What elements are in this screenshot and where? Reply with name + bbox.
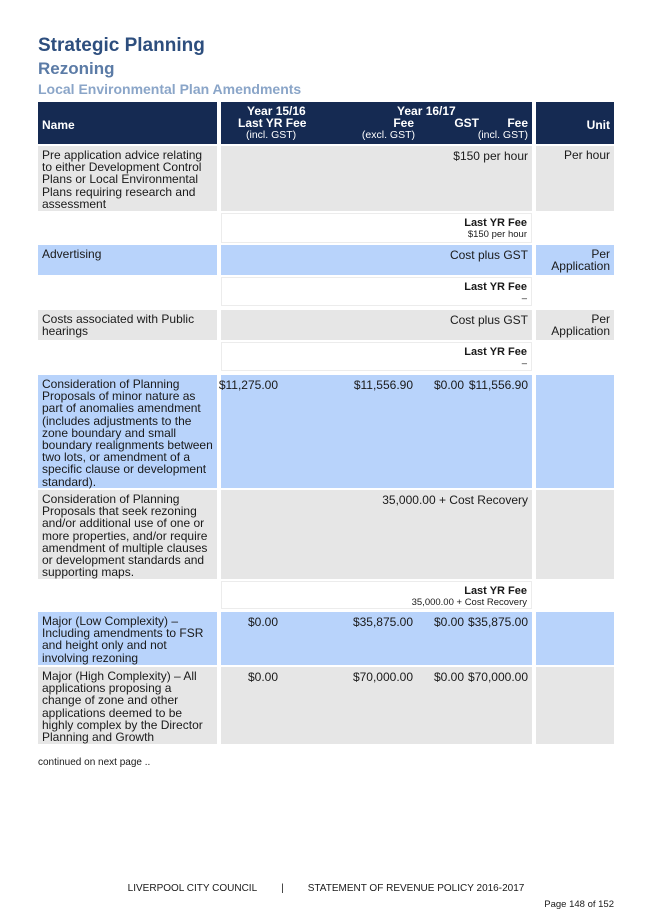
- header-incl-gst-curr: (incl. GST): [477, 129, 528, 141]
- last-yr-row: [38, 277, 614, 306]
- table-row: [38, 490, 614, 579]
- row-unit: Per Application: [551, 247, 610, 274]
- table-row: [38, 667, 614, 744]
- last-yr-row: [38, 342, 614, 371]
- last-yr-value: 35,000.00 + Cost Recovery: [411, 597, 527, 608]
- table-header: [38, 102, 614, 144]
- header-excl-gst: (excl. GST): [361, 129, 415, 141]
- row-name: Major (Low Complexity) – Including amendments to FSR and height only and not involving rezoning: [42, 614, 204, 665]
- header-fee-incl: Fee: [507, 116, 528, 130]
- row-name: Consideration of Planning Proposals of minor nature as part of anomalies amendment (includes adjustments to the zone boundary and small boundary realignments between two lots, or amendment of a specific clause or development standard).: [42, 377, 213, 489]
- table-row: [38, 375, 614, 488]
- row-fee-incl: $70,000.00: [467, 670, 528, 684]
- page-footer: [0, 883, 652, 894]
- row-fee-excl: $11,556.90: [353, 378, 413, 392]
- last-yr-title: Last YR Fee: [464, 281, 527, 293]
- row-fee-excl: $70,000.00: [352, 670, 413, 684]
- header-year-prev: Year 15/16: [247, 104, 306, 118]
- row-last-yr: $11,275.00: [218, 378, 278, 392]
- last-yr-row: [38, 581, 614, 609]
- row-name: Major (High Complexity) – All applications proposing a change of zone and other applications deemed to be highly complex by the Director Planning and Growth: [42, 669, 203, 745]
- row-unit: Per Application: [551, 312, 610, 339]
- page-subtitle: Rezoning: [38, 59, 115, 78]
- row-name: Pre application advice relating to either Development Control Plans or Local Environmental Plans requiring research and assessment: [42, 148, 203, 211]
- row-gst: $0.00: [433, 378, 464, 392]
- header-incl-gst-prev: (incl. GST): [246, 129, 297, 141]
- last-yr-row: [38, 213, 614, 243]
- page-number: Page 148 of 152: [544, 899, 614, 910]
- row-last-yr: $0.00: [247, 615, 278, 629]
- row-fee: 35,000.00 + Cost Recovery: [382, 493, 528, 507]
- header-year-curr: Year 16/17: [397, 104, 456, 118]
- last-yr-value: –: [521, 293, 527, 304]
- row-name: Costs associated with Public hearings: [42, 312, 195, 339]
- row-fee: Cost plus GST: [449, 248, 528, 262]
- row-unit: Per hour: [563, 148, 610, 162]
- section-title: Local Environmental Plan Amendments: [38, 81, 302, 97]
- header-unit: Unit: [586, 118, 610, 132]
- header-last-yr-fee: Last YR Fee: [238, 116, 307, 130]
- continued-note: continued on next page ..: [38, 757, 151, 768]
- row-name: Consideration of Planning Proposals that seek rezoning and/or additional use of one or more properties, and/or require amendment of multiple clauses or development standards and supporting maps.: [42, 492, 208, 580]
- row-name: Advertising: [42, 247, 102, 261]
- last-yr-value: –: [521, 358, 527, 369]
- row-fee-incl: $11,556.90: [468, 378, 528, 392]
- footer-doc: STATEMENT OF REVENUE POLICY 2016-2017: [307, 883, 525, 894]
- row-gst: $0.00: [433, 615, 464, 629]
- header-fees-cell: [221, 102, 532, 144]
- header-gst: GST: [454, 116, 479, 130]
- header-fee-excl: Fee: [393, 116, 414, 130]
- row-fee: Cost plus GST: [449, 313, 528, 327]
- table-row: [38, 245, 614, 275]
- header-name: Name: [42, 118, 75, 132]
- last-yr-value: $150 per hour: [467, 229, 527, 240]
- page-title: Strategic Planning: [38, 35, 205, 56]
- row-last-yr: $0.00: [247, 670, 278, 684]
- row-gst: $0.00: [433, 670, 464, 684]
- table-row: [38, 612, 614, 665]
- row-fee-excl: $35,875.00: [352, 615, 413, 629]
- last-yr-title: Last YR Fee: [464, 346, 527, 358]
- row-fee-incl: $35,875.00: [467, 615, 528, 629]
- table-row: [38, 310, 614, 340]
- last-yr-title: Last YR Fee: [464, 585, 527, 597]
- row-fee: $150 per hour: [453, 149, 528, 163]
- header-unit-cell: [536, 102, 614, 144]
- fee-table: [38, 102, 614, 744]
- header-name-cell: [38, 102, 217, 144]
- footer-org: LIVERPOOL CITY COUNCIL: [127, 883, 258, 894]
- last-yr-title: Last YR Fee: [464, 217, 527, 229]
- table-row: [38, 146, 614, 211]
- footer-separator: |: [281, 883, 284, 894]
